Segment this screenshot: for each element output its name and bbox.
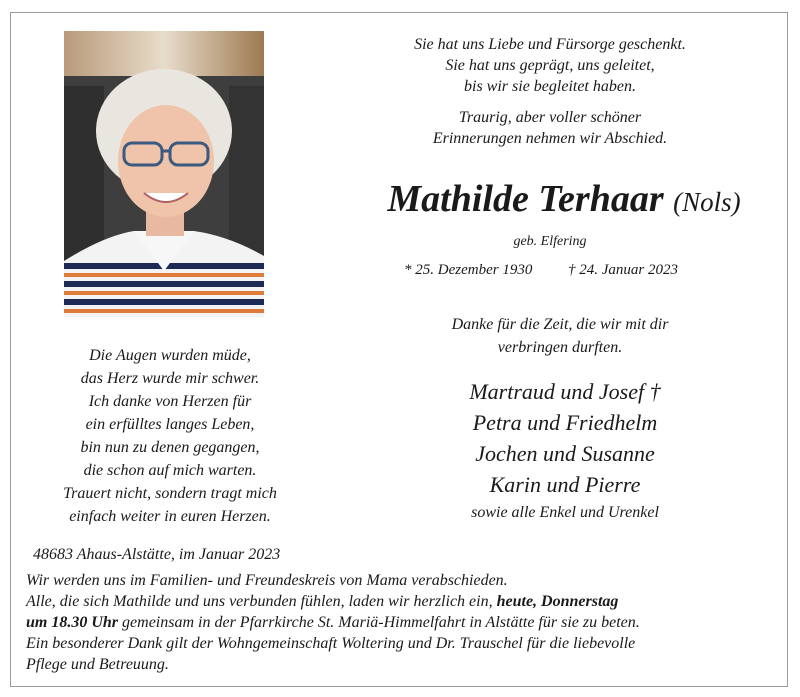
notice-highlight: heute, Donnerstag	[496, 593, 619, 610]
birth-name: geb. Elfering	[513, 234, 587, 249]
notice-text: Alle, die sich Mathilde und uns verbunden fühlen, laden wir herzlich ein,	[26, 593, 497, 610]
mourner-entry: Petra und Friedhelm	[472, 410, 658, 435]
top-verse-line: Sie hat uns geprägt, uns geleitet,	[445, 57, 655, 74]
notice-line: Ein besonderer Dank gilt der Wohngemeinschaft Woltering und Dr. Trauschel für die liebevolle	[26, 635, 636, 652]
left-verse-line: einfach weiter in euren Herzen.	[69, 508, 271, 525]
mourner-extra: sowie alle Enkel und Urenkel	[471, 504, 659, 521]
deceased-name	[340, 176, 788, 225]
top-verse-line: Erinnerungen nehmen wir Abschied.	[432, 130, 668, 147]
left-verse	[20, 344, 320, 528]
top-verse	[370, 34, 730, 159]
left-verse-line: Ich danke von Herzen für	[88, 393, 252, 410]
funeral-notice	[26, 570, 778, 675]
top-verse-line: Traurig, aber voller schöner	[458, 109, 642, 126]
notice-line: Pflege und Betreuung.	[26, 656, 169, 673]
left-verse-line: Trauert nicht, sondern tragt mich	[63, 485, 277, 502]
left-verse-line: ein erfülltes langes Leben,	[85, 416, 255, 433]
thanks-text	[400, 313, 720, 359]
left-verse-line: Die Augen wurden müde,	[89, 347, 251, 364]
deceased-full-name: Mathilde Terhaar	[387, 178, 664, 220]
mourners-list	[380, 376, 750, 526]
notice-highlight: um 18.30 Uhr	[26, 614, 119, 631]
mourner-entry: Jochen und Susanne	[475, 441, 655, 466]
left-verse-line: das Herz wurde mir schwer.	[80, 370, 260, 387]
left-verse-line: die schon auf mich warten.	[83, 462, 257, 479]
death-date: † 24. Januar 2023	[568, 262, 678, 278]
notice-text: gemeinsam in der Pfarrkirche St. Mariä-Himmelfahrt in Alstätte für sie zu beten.	[118, 614, 640, 631]
left-verse-line: bin nun zu denen gegangen,	[80, 439, 260, 456]
top-verse-line: Sie hat uns Liebe und Fürsorge geschenkt.	[414, 36, 686, 53]
thanks-line: verbringen durften.	[497, 339, 623, 356]
portrait-photo	[64, 31, 264, 317]
birth-date: * 25. Dezember 1930	[404, 262, 533, 278]
notice-line: Wir werden uns im Familien- und Freundeskreis von Mama verabschieden.	[26, 572, 508, 589]
notice-line	[26, 591, 778, 612]
mourner-entry: Karin und Pierre	[489, 472, 641, 497]
deceased-name-note: (Nols)	[673, 187, 741, 217]
place-and-date: 48683 Ahaus-Alstätte, im Januar 2023	[33, 546, 281, 563]
notice-line	[26, 612, 778, 633]
top-verse-line: bis wir sie begleitet haben.	[464, 78, 636, 95]
thanks-line: Danke für die Zeit, die wir mit dir	[451, 316, 669, 333]
mourner-entry: Martraud und Josef †	[469, 379, 661, 404]
